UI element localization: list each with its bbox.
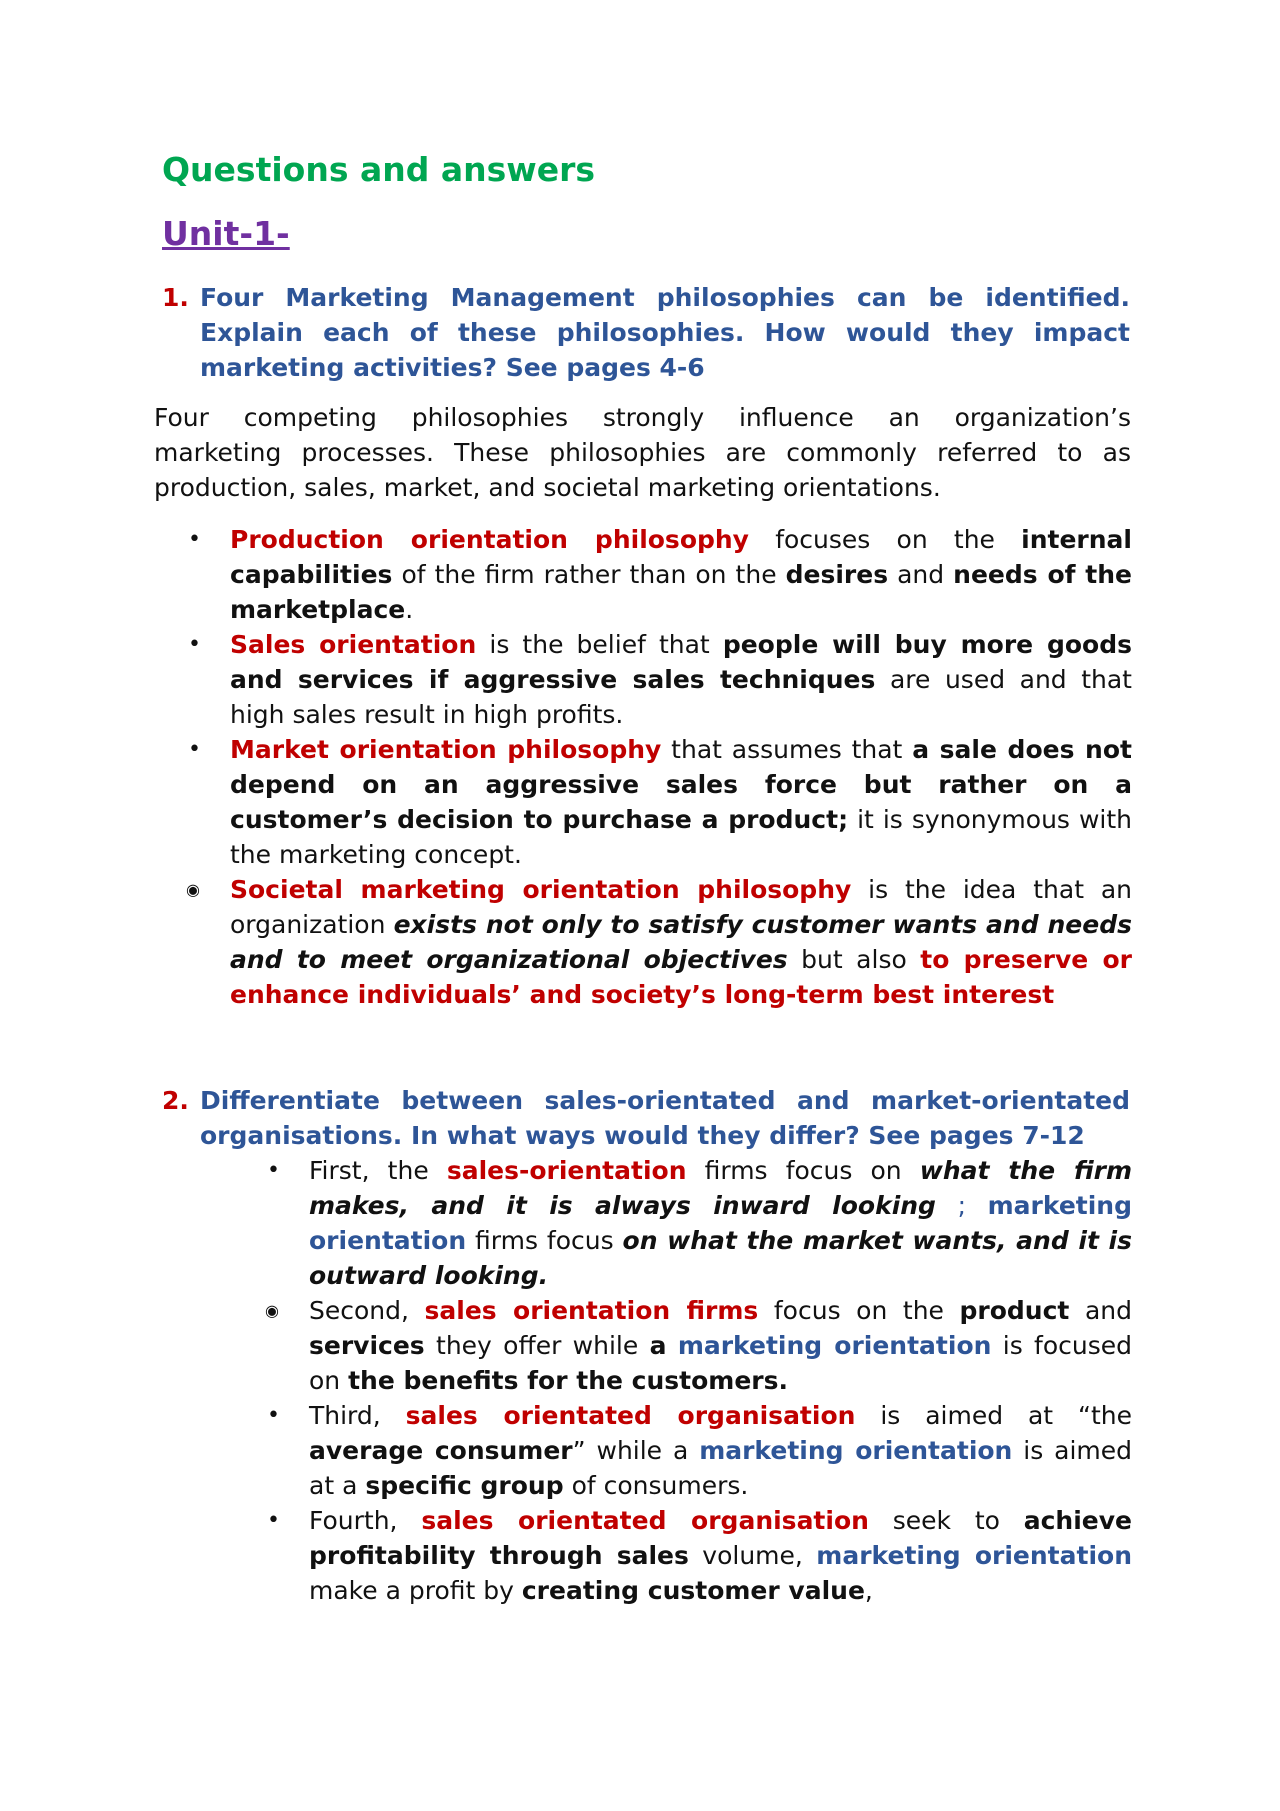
bullet-icon: • — [188, 527, 201, 552]
list-item — [267, 1398, 1132, 1503]
bold-span: product — [959, 1296, 1070, 1325]
text-span: and — [888, 560, 954, 589]
list-item — [267, 1503, 1132, 1608]
bold-italic-span: exists not only to satisfy customer wants and needs and to meet organizational objectives — [230, 910, 1132, 974]
bold-span: a — [649, 1331, 667, 1360]
bold-span: average consumer — [309, 1436, 573, 1465]
text-span: Second, — [309, 1296, 425, 1325]
unit-heading: Unit-1- — [162, 214, 290, 253]
bullet-icon: ◉ — [265, 1301, 279, 1320]
red-span: to preserve or enhance individuals’ and society’s long-term best interest — [230, 945, 1132, 1009]
term-market: Market orientation philosophy — [230, 735, 662, 764]
text-span: firms focus — [466, 1226, 623, 1255]
red-span: sales orientated organisation — [405, 1401, 856, 1430]
blue-span: marketing orientation — [677, 1331, 992, 1360]
text-span: but also — [787, 945, 921, 974]
question-1-text: Four Marketing Management philosophies can be identified. Explain each of these philosophies. How would they impact marketing activities? See pages 4-6 — [200, 283, 1130, 382]
red-span: sales orientation firms — [424, 1296, 759, 1325]
bullet-icon: ◉ — [186, 880, 200, 899]
bullet-icon: • — [267, 1403, 280, 1428]
red-span: sales-orientation — [446, 1156, 687, 1185]
text-span: it is synonymous with the marketing concept. — [230, 805, 1132, 869]
text-span: Fourth, — [309, 1506, 422, 1535]
page-title: Questions and answers — [162, 150, 596, 189]
bold-span: the benefits for the customers. — [348, 1366, 788, 1395]
bullet-icon: • — [267, 1508, 280, 1533]
term-sales: Sales orientation — [230, 630, 477, 659]
text-span: of consumers. — [563, 1471, 749, 1500]
intro-line-2: marketing processes. These philosophies are commonly referred to as — [154, 438, 1131, 467]
bold-span: services — [309, 1331, 425, 1360]
text-span: is aimed at “the — [855, 1401, 1132, 1430]
bold-span: internal capabilities — [230, 525, 1132, 589]
blue-span: marketing orientation — [816, 1541, 1132, 1570]
intro-line-1: Four competing philosophies strongly influence an organization’s — [154, 403, 1131, 432]
list-item — [186, 872, 1133, 1012]
bullet-icon: • — [188, 737, 201, 762]
bullet-icon: • — [267, 1158, 280, 1183]
text-span: ; — [935, 1191, 988, 1220]
text-span: firms focus on — [686, 1156, 920, 1185]
differences-list — [265, 1153, 1133, 1608]
intro-line-3: production, sales, market, and societal marketing orientations. — [154, 473, 941, 502]
blue-span: marketing orientation — [699, 1436, 1013, 1465]
bold-span: specific group — [365, 1471, 564, 1500]
text-span: seek to — [868, 1506, 1024, 1535]
text-span: that assumes that — [661, 735, 913, 764]
bullet-icon: • — [188, 632, 201, 657]
text-span: ” while a — [572, 1436, 700, 1465]
bold-span: needs of the marketplace — [230, 560, 1132, 624]
list-item — [188, 732, 1132, 872]
intro-paragraph — [154, 400, 1131, 505]
text-span: is aimed at a — [309, 1436, 1132, 1500]
text-span: and — [1069, 1296, 1132, 1325]
list-item — [188, 627, 1132, 732]
blue-span: marketing orientation — [309, 1191, 1132, 1255]
text-span — [666, 1331, 677, 1360]
bold-span: people will buy more goods and services if aggressive sales techniques — [230, 630, 1132, 694]
bold-italic-span: what the firm makes, and it is always inward looking — [309, 1156, 1132, 1220]
text-span: . — [405, 595, 414, 624]
bold-span: desires — [785, 560, 889, 589]
text-span: is the belief that — [476, 630, 723, 659]
text-span: First, the — [309, 1156, 447, 1185]
text-span: focus on the — [758, 1296, 960, 1325]
question-1-number: 1. — [162, 283, 189, 312]
question-2-number: 2. — [162, 1086, 189, 1115]
text-span: are used and that high sales result in high profits. — [230, 665, 1132, 729]
text-span: volume, — [688, 1541, 817, 1570]
bold-italic-span: on what the market wants, and it is outward looking. — [309, 1226, 1133, 1290]
text-span: focuses on the — [748, 525, 1022, 554]
list-item — [188, 522, 1132, 627]
bold-span: achieve profitability through sales — [309, 1506, 1132, 1570]
text-span: make a profit by — [309, 1576, 522, 1605]
text-span: , — [864, 1576, 873, 1605]
text-span: they offer while — [424, 1331, 650, 1360]
list-item — [267, 1153, 1133, 1293]
list-item — [265, 1293, 1133, 1398]
text-span: is the idea that an organization — [230, 875, 1133, 939]
red-span: sales orientated organisation — [421, 1506, 869, 1535]
text-span: is focused on — [309, 1331, 1133, 1395]
philosophies-list — [186, 522, 1133, 1012]
bold-span: creating customer value — [521, 1576, 865, 1605]
term-societal: Societal marketing orientation philosophy — [230, 875, 852, 904]
question-2-text: Differentiate between sales-orientated and market-orientated organisations. In what ways would they differ? See pages 7-12 — [200, 1086, 1130, 1150]
term-production: Production orientation philosophy — [230, 525, 749, 554]
bold-span: a sale does not depend on an aggressive sales force but rather on a customer’s decision to purchase a product; — [230, 735, 1132, 834]
text-span: Third, — [309, 1401, 406, 1430]
text-span: of the firm rather than on the — [392, 560, 786, 589]
